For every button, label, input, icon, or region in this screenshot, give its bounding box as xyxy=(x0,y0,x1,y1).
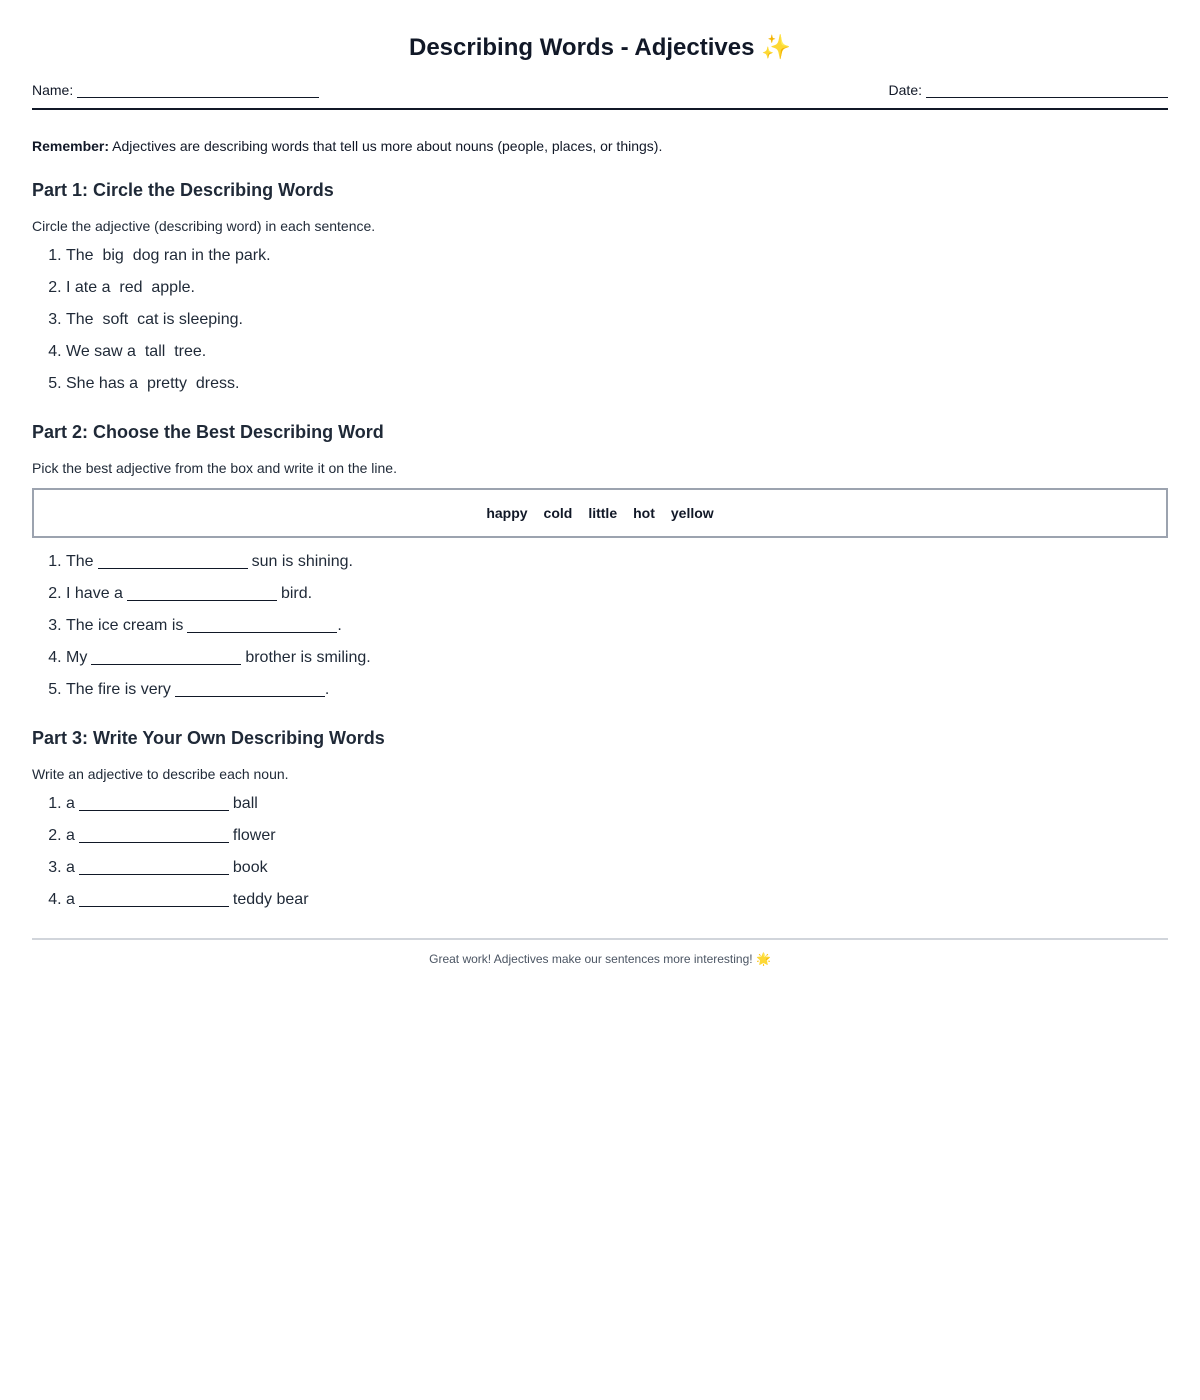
part2-section xyxy=(32,420,1168,700)
word-bank-word: yellow xyxy=(670,505,714,521)
word-bank xyxy=(32,488,1168,538)
part2-item: 5. The fire is very . xyxy=(66,680,1168,700)
name-label: Name: xyxy=(32,82,74,98)
page-title xyxy=(32,0,1168,64)
part3-item: 1. a ball xyxy=(66,794,1168,814)
part1-item[interactable]: 4. We saw a tall tree. xyxy=(66,342,1168,362)
part3-section xyxy=(32,726,1168,910)
footer-text: Great work! Adjectives make our sentences more interesting! xyxy=(429,952,753,966)
remember-text: Adjectives are describing words that tell us more about nouns (people, places, or things). xyxy=(112,138,663,154)
part3-instruction: Write an adjective to describe each noun. xyxy=(32,766,289,782)
star-icon: 🌟 xyxy=(755,952,771,966)
part2-item: 2. I have a bird. xyxy=(66,584,1168,604)
part2-item: 3. The ice cream is . xyxy=(66,616,1168,636)
part3-item: 2. a flower xyxy=(66,826,1168,846)
part3-heading: Part 3: Write Your Own Describing Words xyxy=(32,728,385,748)
remember-label: Remember: xyxy=(32,138,110,154)
footer xyxy=(32,938,1168,966)
part2-item: 1. The sun is shining. xyxy=(66,552,1168,572)
answer-blank[interactable] xyxy=(127,584,277,601)
name-field[interactable] xyxy=(32,82,319,98)
part1-instruction: Circle the adjective (describing word) in each sentence. xyxy=(32,218,376,234)
part2-heading: Part 2: Choose the Best Describing Word xyxy=(32,422,384,442)
date-label: Date: xyxy=(888,82,922,98)
answer-blank[interactable] xyxy=(79,890,229,907)
part1-heading: Part 1: Circle the Describing Words xyxy=(32,180,334,200)
name-date-row xyxy=(32,82,1168,110)
name-line[interactable] xyxy=(77,83,319,98)
remember-note xyxy=(32,136,1168,156)
part2-instruction: Pick the best adjective from the box and write it on the line. xyxy=(32,460,397,476)
part1-item[interactable]: 5. She has a pretty dress. xyxy=(66,374,1168,394)
date-field[interactable] xyxy=(889,82,1168,98)
answer-blank[interactable] xyxy=(98,552,248,569)
word-bank-word: happy xyxy=(486,505,528,521)
date-line[interactable] xyxy=(926,83,1168,98)
part1-item[interactable]: 1. The big dog ran in the park. xyxy=(66,246,1168,266)
part1-list xyxy=(32,246,1168,394)
answer-blank[interactable] xyxy=(175,680,325,697)
part3-item: 4. a teddy bear xyxy=(66,890,1168,910)
part1-item[interactable]: 3. The soft cat is sleeping. xyxy=(66,310,1168,330)
part2-list xyxy=(32,552,1168,700)
answer-blank[interactable] xyxy=(79,858,229,875)
part1-item[interactable]: 2. I ate a red apple. xyxy=(66,278,1168,298)
answer-blank[interactable] xyxy=(79,794,229,811)
part1-section xyxy=(32,178,1168,394)
word-bank-word: little xyxy=(588,505,618,521)
part2-item: 4. My brother is smiling. xyxy=(66,648,1168,668)
word-bank-word: cold xyxy=(543,505,573,521)
sparkle-icon: ✨ xyxy=(761,34,791,61)
part3-item: 3. a book xyxy=(66,858,1168,878)
part3-list xyxy=(32,794,1168,910)
answer-blank[interactable] xyxy=(91,648,241,665)
answer-blank[interactable] xyxy=(187,616,337,633)
word-bank-word: hot xyxy=(633,505,655,521)
title-text: Describing Words - Adjectives xyxy=(409,34,755,61)
answer-blank[interactable] xyxy=(79,826,229,843)
